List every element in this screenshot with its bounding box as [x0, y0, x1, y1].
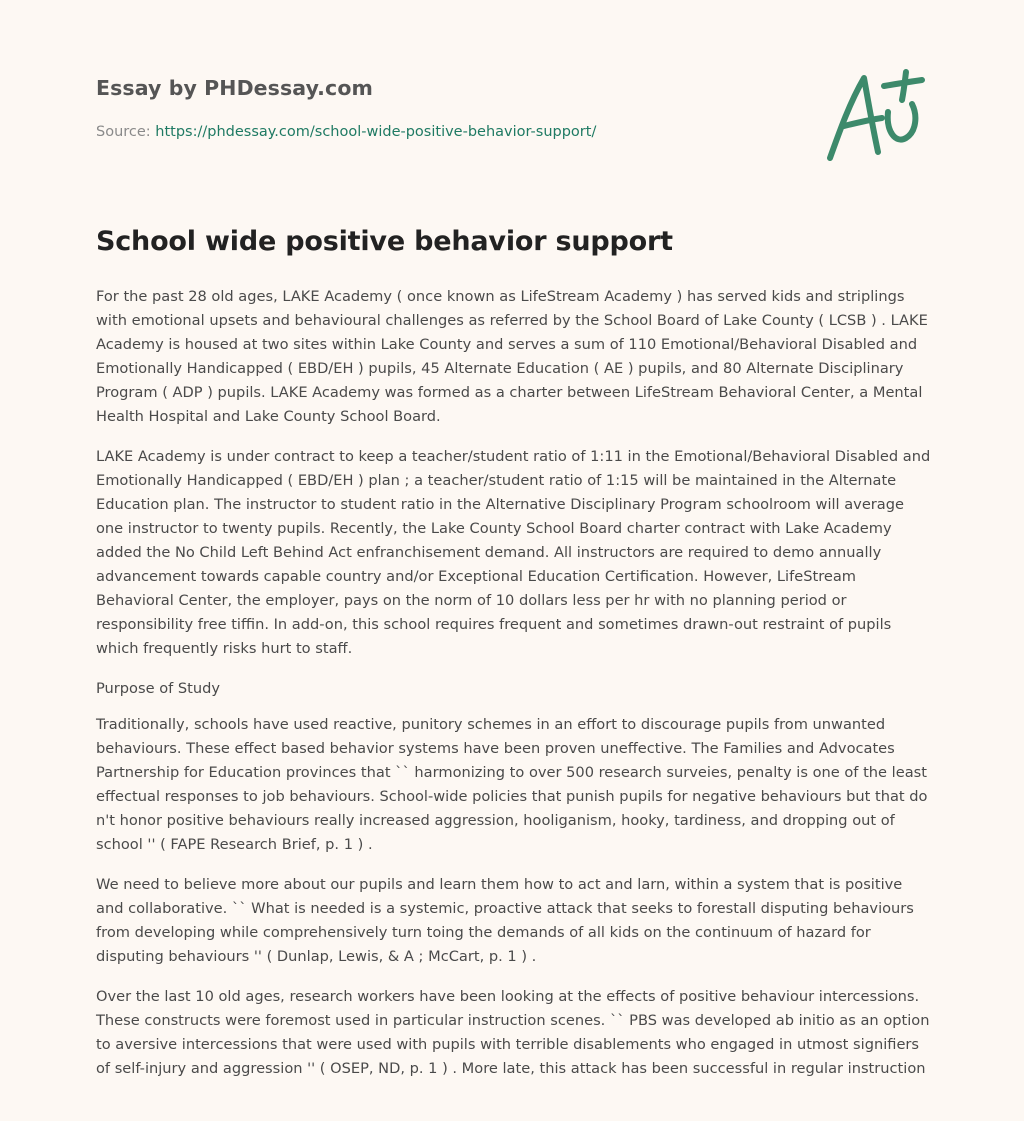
essay-page: [96, 0, 932, 1077]
paragraph: We need to believe more about our pupils and learn them how to act and larn, within a system that is positive and collaborative. `` What is needed is a systemic, proactive attack that seeks to forestall disputing behaviours from developing while comprehensively turn toing the demands of all kids on the continuum of hazard for disputing behaviours '' ( Dunlap, Lewis, & A ; McCart, p. 1 ) .: [96, 876, 914, 965]
paragraph: Traditionally, schools have used reactive, punitory schemes in an effort to discourage pupils from unwanted behaviours. These effect based behavior systems have been proven uneffective. The Families and Advocates Partnership for Education provinces that `` harmonizing to over 500 research surveies, penalty is one of the least effectual responses to job behaviours. School-wide policies that punish pupils for negative behaviours but that do n't honor positive behaviours really increased aggression, hooliganism, hooky, tardiness, and dropping out of school '' ( FAPE Research Brief, p. 1 ) .: [96, 716, 928, 853]
source-link[interactable]: https://phdessay.com/school-wide-positive-behavior-support/: [155, 124, 597, 140]
source-line: [96, 124, 596, 140]
essay-body: [96, 285, 932, 1097]
source-label: Source:: [96, 124, 156, 140]
essay-title: School wide positive behavior support: [96, 226, 673, 257]
section-heading: Purpose of Study: [96, 680, 221, 697]
site-brand: Essay by PHDessay.com: [96, 76, 373, 100]
paragraph: Over the last 10 old ages, research workers have been looking at the effects of positive behaviour intercessions. These constructs were foremost used in particular instruction scenes. `` PBS was developed ab initio as an option to aversive intercessions that were used with pupils with terrible disablements who engaged in utmost signifiers of self-injury and aggression '' ( OSEP, ND, p. 1 ) . More late, this attack has been successful in regular instruction: [96, 988, 930, 1077]
paragraph: For the past 28 old ages, LAKE Academy ( once known as LifeStream Academy ) has served kids and striplings with emotional upsets and behavioural challenges as referred by the School Board of Lake County ( LCSB ) . LAKE Academy is housed at two sites within Lake County and serves a sum of 110 Emotional/Behavioral Disabled and Emotionally Handicapped ( EBD/EH ) pupils, 45 Alternate Education ( AE ) pupils, and 80 Alternate Disciplinary Program ( ADP ) pupils. LAKE Academy was formed as a charter between LifeStream Behavioral Center, a Mental Health Hospital and Lake County School Board.: [96, 288, 928, 425]
a-plus-logo-icon: [826, 68, 926, 164]
page-header: [96, 0, 932, 170]
paragraph: LAKE Academy is under contract to keep a teacher/student ratio of 1:11 in the Emotional/Behavioral Disabled and Emotionally Handicapped ( EBD/EH ) plan ; a teacher/student ratio of 1:15 will be maintained in the Alternate Education plan. The instructor to student ratio in the Alternative Disciplinary Program schoolroom will average one instructor to twenty pupils. Recently, the Lake County School Board charter contract with Lake Academy added the No Child Left Behind Act enfranchisement demand. All instructors are required to demo annually advancement towards capable country and/or Exceptional Education Certification. However, LifeStream Behavioral Center, the employer, pays on the norm of 10 dollars less per hr with no planning period or responsibility free tiffin. In add-on, this school requires frequent and sometimes drawn-out restraint of pupils which frequently risks hurt to staff.: [96, 448, 931, 657]
